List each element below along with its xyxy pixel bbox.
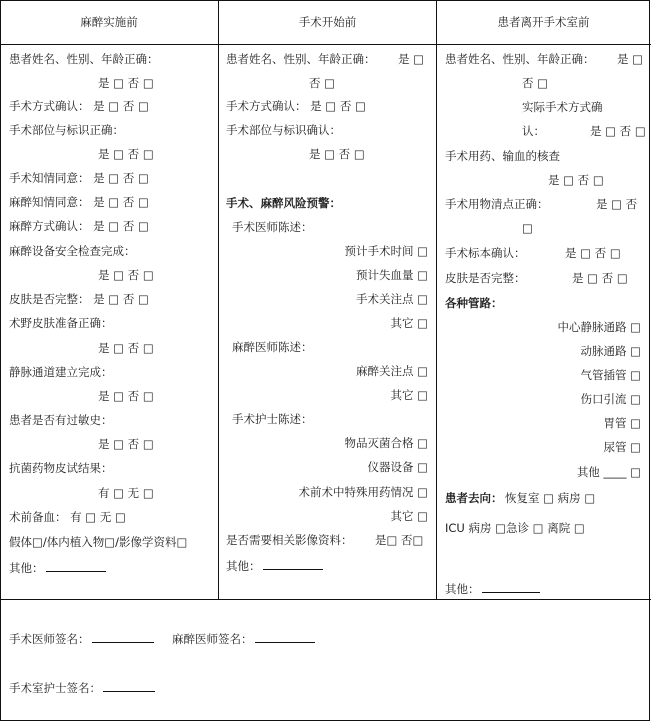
col3-line[interactable]: 恢复室 □ 病房 □ <box>505 491 596 505</box>
column-divider-1 <box>218 0 219 600</box>
col2-line[interactable]: 其它 □ <box>390 388 428 402</box>
col2-line[interactable]: 其它 □ <box>390 509 428 523</box>
col3-line: 皮肤是否完整： <box>445 271 526 285</box>
anesthetist-signature-label: 麻醉医师签名： <box>172 632 253 646</box>
col2-line: 手术部位与标识确认： <box>226 123 341 137</box>
nurse-signature <box>9 679 155 695</box>
col2-line[interactable]: 预计失血量 □ <box>355 268 428 282</box>
col2-line[interactable]: 是 □ <box>398 52 425 66</box>
col1-line[interactable]: 手术方式确认： 是 □ 否 □ <box>9 99 149 113</box>
col3-line[interactable]: 是 □ 否 □ <box>548 173 604 187</box>
col1-line[interactable]: 假体□/体内植入物□/影像学资料□ <box>9 535 188 549</box>
col3-line[interactable]: 是 □ 否 □ <box>590 124 646 138</box>
col3-line[interactable]: 中心静脉通路 □ <box>557 320 641 334</box>
col1-line[interactable]: 是 □ 否 □ <box>98 389 154 403</box>
col2-line[interactable]: 术前术中特殊用药情况 □ <box>298 485 428 499</box>
anesthetist-signature-blank[interactable] <box>255 630 315 643</box>
col2-line[interactable]: 是□ 否□ <box>375 533 424 547</box>
col2-line[interactable]: 否 □ <box>309 76 336 90</box>
col3-line: 实际手术方式确 <box>522 100 603 114</box>
col2-line: 手术护士陈述： <box>232 412 313 426</box>
header-before-anesthesia: 麻醉实施前 <box>80 15 138 29</box>
col1-line[interactable]: 有 □ 无 □ <box>98 486 154 500</box>
col3-line: 认： <box>522 124 545 138</box>
col2-line[interactable]: 预计手术时间 □ <box>344 244 428 258</box>
col2-line[interactable]: 其它 □ <box>390 316 428 330</box>
col3-line[interactable]: 气管插管 □ <box>580 368 641 382</box>
surgeon-signature-label: 手术医师签名： <box>9 632 90 646</box>
col2-other-label: 其他： <box>226 559 261 573</box>
col2-line[interactable]: 是 □ 否 □ <box>309 147 365 161</box>
col3-line[interactable]: 动脉通路 □ <box>580 344 641 358</box>
col1-line[interactable]: 是 □ 否 □ <box>98 76 154 90</box>
col3-other-label: 其他： <box>445 582 480 596</box>
col2-line[interactable]: 麻醉关注点 □ <box>355 364 428 378</box>
col3-line: 患者去向： <box>445 491 503 505</box>
col1-line: 患者是否有过敏史： <box>9 413 113 427</box>
col3-line[interactable]: 是 □ 否 □ <box>572 271 628 285</box>
col1-other-label: 其他： <box>9 561 44 575</box>
col1-line[interactable]: 皮肤是否完整： 是 □ 否 □ <box>9 292 149 306</box>
col3-line[interactable]: 胃管 □ <box>603 416 641 430</box>
nurse-signature-blank[interactable] <box>103 679 155 692</box>
footer-divider <box>0 599 651 600</box>
col2-line[interactable]: 物品灭菌合格 □ <box>344 436 428 450</box>
col1-line[interactable]: 手术知情同意： 是 □ 否 □ <box>9 171 149 185</box>
col3-line[interactable]: 是 □ <box>617 52 644 66</box>
col2-line[interactable]: 手术关注点 □ <box>355 292 428 306</box>
col1-line: 患者姓名、性别、年龄正确： <box>9 52 159 66</box>
col3-line[interactable]: 是 □ 否 <box>596 197 638 211</box>
col3-line: 手术标本确认： <box>445 246 526 260</box>
header-before-surgery: 手术开始前 <box>298 15 357 29</box>
col3-line[interactable]: 是 □ 否 □ <box>565 246 621 260</box>
header-divider <box>0 44 651 45</box>
col1-line[interactable]: 是 □ 否 □ <box>98 341 154 355</box>
surgeon-signature <box>9 630 154 646</box>
col3-line: 手术用物清点正确： <box>445 197 549 211</box>
col3-line: 患者姓名、性别、年龄正确： <box>445 52 595 66</box>
col3-other <box>445 580 540 596</box>
col3-line[interactable]: 其他 ____ □ <box>576 465 641 479</box>
header-before-leaving: 患者离开手术室前 <box>497 15 590 29</box>
col2-line: 患者姓名、性别、年龄正确： <box>226 52 376 66</box>
col3-other-blank[interactable] <box>482 580 540 593</box>
col1-line[interactable]: 麻醉知情同意： 是 □ 否 □ <box>9 195 149 209</box>
col1-line: 手术部位与标识正确： <box>9 123 124 137</box>
col3-line[interactable]: 否 □ <box>522 76 549 90</box>
col1-line[interactable]: 是 □ 否 □ <box>98 437 154 451</box>
col2-line: 手术、麻醉风险预警： <box>226 196 341 210</box>
col2-line[interactable]: 仪器设备 □ <box>367 460 428 474</box>
col1-line[interactable]: 麻醉方式确认： 是 □ 否 □ <box>9 219 149 233</box>
surgeon-signature-blank[interactable] <box>92 630 154 643</box>
col1-line[interactable]: 是 □ 否 □ <box>98 268 154 282</box>
col3-line: 各种管路： <box>445 296 503 310</box>
col3-line[interactable]: 尿管 □ <box>603 440 641 454</box>
col2-line: 麻醉医师陈述： <box>232 340 313 354</box>
col1-other-blank[interactable] <box>46 559 106 572</box>
col2-line: 手术医师陈述： <box>232 220 313 234</box>
anesthetist-signature <box>172 630 315 646</box>
col1-line: 麻醉设备安全检查完成： <box>9 244 136 258</box>
col2-other-blank[interactable] <box>263 557 323 570</box>
col2-other <box>226 557 323 573</box>
col1-line[interactable]: 是 □ 否 □ <box>98 147 154 161</box>
col3-line: 手术用药、输血的核查 <box>445 149 560 163</box>
col3-line[interactable]: ICU 病房 □急诊 □ 离院 □ <box>445 521 585 535</box>
col2-line[interactable]: 手术方式确认： 是 □ 否 □ <box>226 99 366 113</box>
col3-line[interactable]: 伤口引流 □ <box>580 392 641 406</box>
col1-line: 术野皮肤准备正确： <box>9 316 113 330</box>
column-divider-2 <box>436 0 437 600</box>
col1-line: 抗菌药物皮试结果： <box>9 461 113 475</box>
col2-line: 是否需要相关影像资料： <box>226 533 353 547</box>
col1-line: 静脉通道建立完成： <box>9 365 113 379</box>
nurse-signature-label: 手术室护士签名： <box>9 681 101 695</box>
col1-line[interactable]: 术前备血： 有 □ 无 □ <box>9 510 126 524</box>
col3-line[interactable]: □ <box>522 221 533 235</box>
col1-other <box>9 559 106 575</box>
